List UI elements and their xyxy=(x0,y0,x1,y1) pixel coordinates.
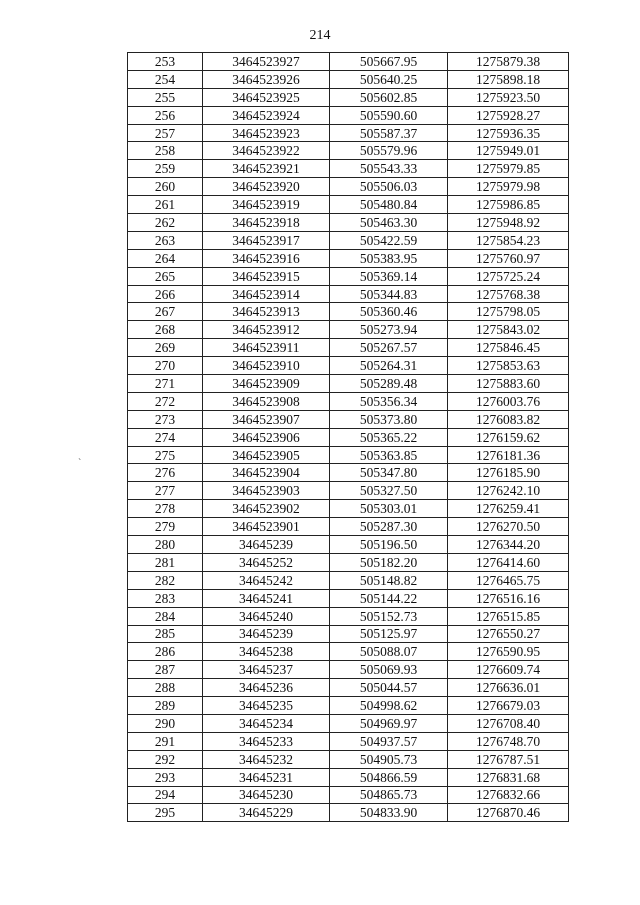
point-number-cell: 284 xyxy=(128,607,203,625)
y-coordinate-cell: 1276679.03 xyxy=(448,697,569,715)
table-row xyxy=(128,607,569,625)
x-coordinate-cell: 505579.96 xyxy=(330,142,448,160)
y-coordinate-cell: 1276414.60 xyxy=(448,553,569,571)
point-number-cell: 271 xyxy=(128,375,203,393)
table-row xyxy=(128,464,569,482)
table-row xyxy=(128,714,569,732)
x-coordinate-cell: 505148.82 xyxy=(330,571,448,589)
point-number-cell: 259 xyxy=(128,160,203,178)
x-coordinate-cell: 505590.60 xyxy=(330,106,448,124)
cadastral-id-cell: 3464523910 xyxy=(203,357,330,375)
table-row xyxy=(128,446,569,464)
y-coordinate-cell: 1275936.35 xyxy=(448,124,569,142)
y-coordinate-cell: 1275923.50 xyxy=(448,88,569,106)
cadastral-id-cell: 34645230 xyxy=(203,786,330,804)
y-coordinate-cell: 1275843.02 xyxy=(448,321,569,339)
x-coordinate-cell: 505044.57 xyxy=(330,679,448,697)
y-coordinate-cell: 1276242.10 xyxy=(448,482,569,500)
cadastral-id-cell: 3464523925 xyxy=(203,88,330,106)
point-number-cell: 274 xyxy=(128,428,203,446)
x-coordinate-cell: 504998.62 xyxy=(330,697,448,715)
table-row xyxy=(128,70,569,88)
y-coordinate-cell: 1276590.95 xyxy=(448,643,569,661)
cadastral-id-cell: 34645239 xyxy=(203,625,330,643)
table-row xyxy=(128,786,569,804)
cadastral-id-cell: 3464523906 xyxy=(203,428,330,446)
x-coordinate-cell: 505506.03 xyxy=(330,178,448,196)
table-row xyxy=(128,661,569,679)
cadastral-id-cell: 34645235 xyxy=(203,697,330,715)
table-row xyxy=(128,285,569,303)
cadastral-id-cell: 34645239 xyxy=(203,536,330,554)
y-coordinate-cell: 1276465.75 xyxy=(448,571,569,589)
point-number-cell: 292 xyxy=(128,750,203,768)
table-row xyxy=(128,804,569,822)
y-coordinate-cell: 1276831.68 xyxy=(448,768,569,786)
cadastral-id-cell: 3464523907 xyxy=(203,410,330,428)
table-row xyxy=(128,357,569,375)
x-coordinate-cell: 505422.59 xyxy=(330,231,448,249)
table-row xyxy=(128,375,569,393)
table-row xyxy=(128,732,569,750)
table-row xyxy=(128,303,569,321)
table-row xyxy=(128,428,569,446)
table-row xyxy=(128,160,569,178)
x-coordinate-cell: 505182.20 xyxy=(330,553,448,571)
table-row xyxy=(128,518,569,536)
x-coordinate-cell: 505667.95 xyxy=(330,53,448,71)
point-number-cell: 265 xyxy=(128,267,203,285)
y-coordinate-cell: 1276550.27 xyxy=(448,625,569,643)
x-coordinate-cell: 505144.22 xyxy=(330,589,448,607)
x-coordinate-cell: 505289.48 xyxy=(330,375,448,393)
table-row xyxy=(128,697,569,715)
cadastral-id-cell: 34645237 xyxy=(203,661,330,679)
y-coordinate-cell: 1275928.27 xyxy=(448,106,569,124)
y-coordinate-cell: 1276270.50 xyxy=(448,518,569,536)
x-coordinate-cell: 505088.07 xyxy=(330,643,448,661)
point-number-cell: 289 xyxy=(128,697,203,715)
x-coordinate-cell: 505369.14 xyxy=(330,267,448,285)
table-row xyxy=(128,392,569,410)
table-row xyxy=(128,571,569,589)
cadastral-id-cell: 3464523926 xyxy=(203,70,330,88)
cadastral-id-cell: 34645232 xyxy=(203,750,330,768)
y-coordinate-cell: 1275948.92 xyxy=(448,214,569,232)
cadastral-id-cell: 3464523901 xyxy=(203,518,330,536)
x-coordinate-cell: 505365.22 xyxy=(330,428,448,446)
point-number-cell: 286 xyxy=(128,643,203,661)
point-number-cell: 256 xyxy=(128,106,203,124)
table-row xyxy=(128,249,569,267)
point-number-cell: 295 xyxy=(128,804,203,822)
point-number-cell: 294 xyxy=(128,786,203,804)
cadastral-id-cell: 3464523919 xyxy=(203,196,330,214)
y-coordinate-cell: 1275846.45 xyxy=(448,339,569,357)
table-row xyxy=(128,553,569,571)
cadastral-id-cell: 3464523916 xyxy=(203,249,330,267)
cadastral-id-cell: 3464523903 xyxy=(203,482,330,500)
y-coordinate-cell: 1276636.01 xyxy=(448,679,569,697)
point-number-cell: 266 xyxy=(128,285,203,303)
y-coordinate-cell: 1276748.70 xyxy=(448,732,569,750)
point-number-cell: 276 xyxy=(128,464,203,482)
point-number-cell: 269 xyxy=(128,339,203,357)
cadastral-id-cell: 34645242 xyxy=(203,571,330,589)
y-coordinate-cell: 1275725.24 xyxy=(448,267,569,285)
table-row xyxy=(128,106,569,124)
y-coordinate-cell: 1276609.74 xyxy=(448,661,569,679)
table-row xyxy=(128,124,569,142)
y-coordinate-cell: 1276832.66 xyxy=(448,786,569,804)
x-coordinate-cell: 505287.30 xyxy=(330,518,448,536)
table-row xyxy=(128,750,569,768)
table-row xyxy=(128,679,569,697)
x-coordinate-cell: 505264.31 xyxy=(330,357,448,375)
point-number-cell: 255 xyxy=(128,88,203,106)
y-coordinate-cell: 1276516.16 xyxy=(448,589,569,607)
y-coordinate-cell: 1276515.85 xyxy=(448,607,569,625)
point-number-cell: 288 xyxy=(128,679,203,697)
cadastral-id-cell: 3464523905 xyxy=(203,446,330,464)
x-coordinate-cell: 505640.25 xyxy=(330,70,448,88)
y-coordinate-cell: 1276159.62 xyxy=(448,428,569,446)
point-number-cell: 280 xyxy=(128,536,203,554)
cadastral-id-cell: 34645229 xyxy=(203,804,330,822)
x-coordinate-cell: 505587.37 xyxy=(330,124,448,142)
table-row xyxy=(128,53,569,71)
point-number-cell: 257 xyxy=(128,124,203,142)
point-number-cell: 267 xyxy=(128,303,203,321)
x-coordinate-cell: 505480.84 xyxy=(330,196,448,214)
cadastral-id-cell: 34645234 xyxy=(203,714,330,732)
x-coordinate-cell: 505463.30 xyxy=(330,214,448,232)
cadastral-id-cell: 34645231 xyxy=(203,768,330,786)
point-number-cell: 258 xyxy=(128,142,203,160)
y-coordinate-cell: 1275883.60 xyxy=(448,375,569,393)
cadastral-id-cell: 3464523914 xyxy=(203,285,330,303)
y-coordinate-cell: 1276185.90 xyxy=(448,464,569,482)
point-number-cell: 281 xyxy=(128,553,203,571)
cadastral-id-cell: 3464523913 xyxy=(203,303,330,321)
x-coordinate-cell: 505383.95 xyxy=(330,249,448,267)
page-number: 214 xyxy=(309,28,331,43)
y-coordinate-cell: 1275760.97 xyxy=(448,249,569,267)
point-number-cell: 272 xyxy=(128,392,203,410)
point-number-cell: 275 xyxy=(128,446,203,464)
table-row xyxy=(128,214,569,232)
point-number-cell: 278 xyxy=(128,500,203,518)
x-coordinate-cell: 505373.80 xyxy=(330,410,448,428)
cadastral-id-cell: 34645233 xyxy=(203,732,330,750)
cadastral-id-cell: 3464523917 xyxy=(203,231,330,249)
cadastral-id-cell: 34645236 xyxy=(203,679,330,697)
cadastral-id-cell: 3464523922 xyxy=(203,142,330,160)
x-coordinate-cell: 505344.83 xyxy=(330,285,448,303)
table-row xyxy=(128,231,569,249)
y-coordinate-cell: 1275979.85 xyxy=(448,160,569,178)
point-number-cell: 261 xyxy=(128,196,203,214)
x-coordinate-cell: 504833.90 xyxy=(330,804,448,822)
table-row xyxy=(128,625,569,643)
x-coordinate-cell: 505273.94 xyxy=(330,321,448,339)
y-coordinate-cell: 1275798.05 xyxy=(448,303,569,321)
point-number-cell: 293 xyxy=(128,768,203,786)
table-row xyxy=(128,321,569,339)
cadastral-id-cell: 3464523904 xyxy=(203,464,330,482)
table-row xyxy=(128,339,569,357)
table-row xyxy=(128,178,569,196)
cadastral-id-cell: 3464523909 xyxy=(203,375,330,393)
cadastral-id-cell: 3464523908 xyxy=(203,392,330,410)
point-number-cell: 254 xyxy=(128,70,203,88)
cadastral-id-cell: 3464523912 xyxy=(203,321,330,339)
point-number-cell: 262 xyxy=(128,214,203,232)
y-coordinate-cell: 1276003.76 xyxy=(448,392,569,410)
y-coordinate-cell: 1275854.23 xyxy=(448,231,569,249)
point-number-cell: 273 xyxy=(128,410,203,428)
cadastral-id-cell: 3464523918 xyxy=(203,214,330,232)
point-number-cell: 277 xyxy=(128,482,203,500)
y-coordinate-cell: 1276787.51 xyxy=(448,750,569,768)
point-number-cell: 270 xyxy=(128,357,203,375)
cadastral-id-cell: 3464523924 xyxy=(203,106,330,124)
y-coordinate-cell: 1275949.01 xyxy=(448,142,569,160)
x-coordinate-cell: 504969.97 xyxy=(330,714,448,732)
cadastral-id-cell: 3464523911 xyxy=(203,339,330,357)
cadastral-id-cell: 34645238 xyxy=(203,643,330,661)
point-number-cell: 253 xyxy=(128,53,203,71)
x-coordinate-cell: 505069.93 xyxy=(330,661,448,679)
stray-mark: ` xyxy=(78,458,82,469)
table-row xyxy=(128,267,569,285)
point-number-cell: 285 xyxy=(128,625,203,643)
x-coordinate-cell: 505125.97 xyxy=(330,625,448,643)
cadastral-id-cell: 3464523915 xyxy=(203,267,330,285)
coordinates-table xyxy=(127,52,569,822)
y-coordinate-cell: 1275879.38 xyxy=(448,53,569,71)
point-number-cell: 287 xyxy=(128,661,203,679)
cadastral-id-cell: 3464523921 xyxy=(203,160,330,178)
table-row xyxy=(128,768,569,786)
x-coordinate-cell: 505543.33 xyxy=(330,160,448,178)
x-coordinate-cell: 505267.57 xyxy=(330,339,448,357)
table-row xyxy=(128,589,569,607)
coordinates-table-body xyxy=(128,53,569,822)
point-number-cell: 263 xyxy=(128,231,203,249)
y-coordinate-cell: 1276870.46 xyxy=(448,804,569,822)
x-coordinate-cell: 505356.34 xyxy=(330,392,448,410)
x-coordinate-cell: 504937.57 xyxy=(330,732,448,750)
x-coordinate-cell: 504905.73 xyxy=(330,750,448,768)
y-coordinate-cell: 1275979.98 xyxy=(448,178,569,196)
point-number-cell: 282 xyxy=(128,571,203,589)
y-coordinate-cell: 1276181.36 xyxy=(448,446,569,464)
point-number-cell: 279 xyxy=(128,518,203,536)
point-number-cell: 260 xyxy=(128,178,203,196)
y-coordinate-cell: 1276083.82 xyxy=(448,410,569,428)
x-coordinate-cell: 505196.50 xyxy=(330,536,448,554)
point-number-cell: 268 xyxy=(128,321,203,339)
table-row xyxy=(128,643,569,661)
y-coordinate-cell: 1275853.63 xyxy=(448,357,569,375)
point-number-cell: 291 xyxy=(128,732,203,750)
x-coordinate-cell: 505602.85 xyxy=(330,88,448,106)
y-coordinate-cell: 1276259.41 xyxy=(448,500,569,518)
x-coordinate-cell: 505347.80 xyxy=(330,464,448,482)
x-coordinate-cell: 505303.01 xyxy=(330,500,448,518)
y-coordinate-cell: 1275986.85 xyxy=(448,196,569,214)
table-row xyxy=(128,142,569,160)
cadastral-id-cell: 34645241 xyxy=(203,589,330,607)
point-number-cell: 290 xyxy=(128,714,203,732)
table-row xyxy=(128,410,569,428)
x-coordinate-cell: 504866.59 xyxy=(330,768,448,786)
cadastral-id-cell: 3464523902 xyxy=(203,500,330,518)
x-coordinate-cell: 505363.85 xyxy=(330,446,448,464)
table-row xyxy=(128,482,569,500)
point-number-cell: 264 xyxy=(128,249,203,267)
x-coordinate-cell: 505360.46 xyxy=(330,303,448,321)
cadastral-id-cell: 3464523920 xyxy=(203,178,330,196)
point-number-cell: 283 xyxy=(128,589,203,607)
cadastral-id-cell: 34645240 xyxy=(203,607,330,625)
cadastral-id-cell: 3464523923 xyxy=(203,124,330,142)
y-coordinate-cell: 1276708.40 xyxy=(448,714,569,732)
x-coordinate-cell: 505152.73 xyxy=(330,607,448,625)
cadastral-id-cell: 34645252 xyxy=(203,553,330,571)
table-row xyxy=(128,500,569,518)
y-coordinate-cell: 1276344.20 xyxy=(448,536,569,554)
table-row xyxy=(128,88,569,106)
x-coordinate-cell: 505327.50 xyxy=(330,482,448,500)
x-coordinate-cell: 504865.73 xyxy=(330,786,448,804)
y-coordinate-cell: 1275898.18 xyxy=(448,70,569,88)
table-row xyxy=(128,196,569,214)
cadastral-id-cell: 3464523927 xyxy=(203,53,330,71)
table-row xyxy=(128,536,569,554)
y-coordinate-cell: 1275768.38 xyxy=(448,285,569,303)
